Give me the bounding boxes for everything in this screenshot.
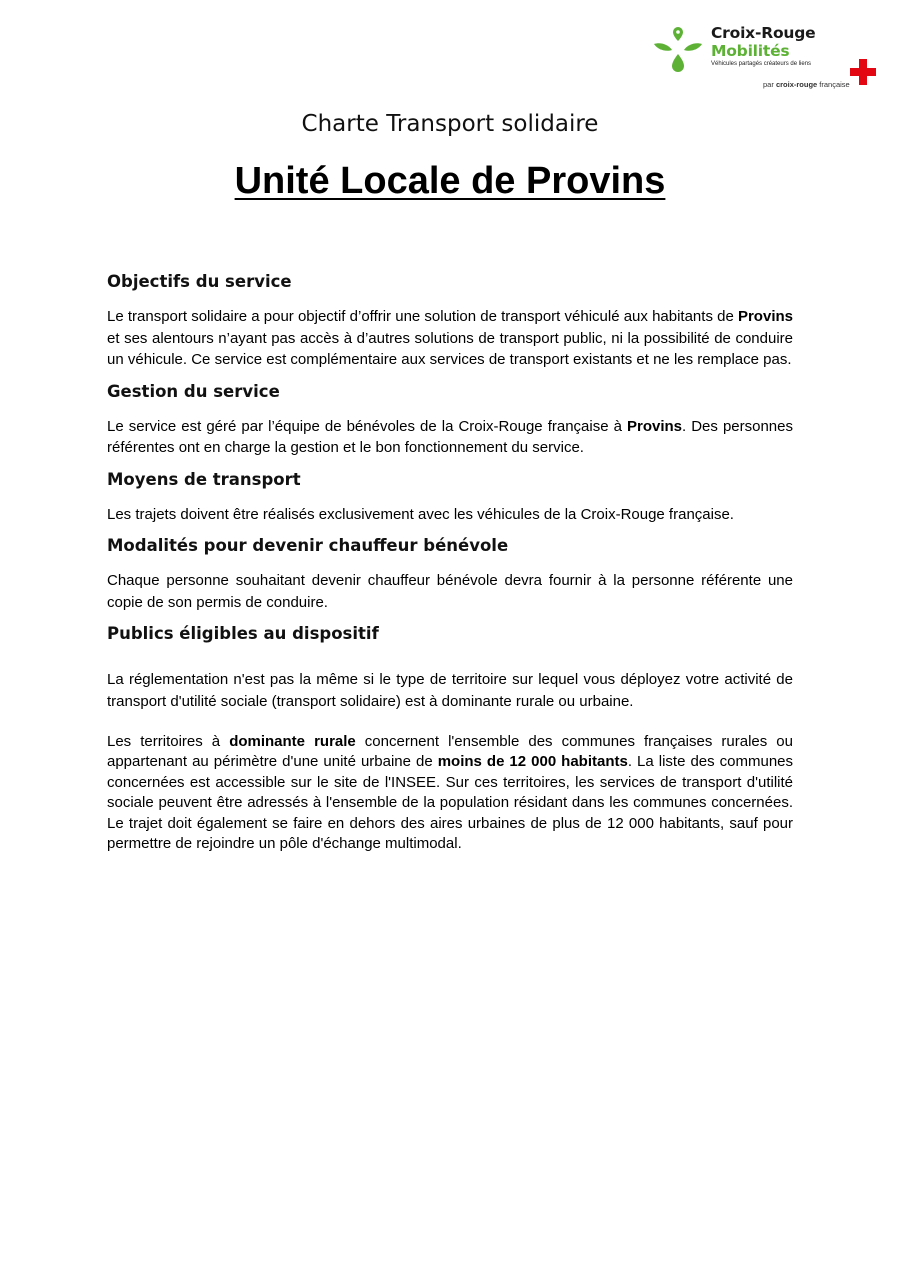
drops-logo-icon <box>652 24 704 74</box>
section-publics-text-2: Les territoires à dominante rurale concernent l'ensemble des communes françaises rurales ou appartenant au périmètre d'une unité urbaine de moins de 12 000 habitants. La liste des communes concernées est accessible sur le site de l'INSEE. Sur ces territoires, les services de transport d'utilité sociale peuvent être adressés à l'ensemble de la population résidant dans les communes concernées. Le trajet doit également se faire en dehors des aires urbaines de plus de 12 000 habitants, sauf pour permettre de rejoindre un pôle d'échange multimodal. <box>107 733 794 853</box>
croix-rouge-mobilites-logo <box>652 22 882 94</box>
charter-content <box>107 272 793 854</box>
par-prefix: par <box>763 80 776 89</box>
par-suffix: française <box>817 80 850 89</box>
section-moyens-heading: Moyens de transport <box>107 469 301 489</box>
section-gestion-heading: Gestion du service <box>107 381 280 401</box>
section-publics-text-1: La réglementation n'est pas la même si le type de territoire sur lequel vous déployez votre activité de transport d'utilité sociale (transport solidaire) est à dominante rurale ou urbaine. <box>107 671 793 710</box>
section-gestion-text: Le service est géré par l’équipe de bénévoles de la Croix-Rouge française à Provins. Des personnes référentes ont en charge la gestion et le bon fonctionnement du service. <box>107 417 793 456</box>
brand-line2: Mobilités <box>711 42 790 60</box>
par-brand: croix-rouge <box>775 80 818 89</box>
section-moyens-text: Les trajets doivent être réalisés exclusivement avec les véhicules de la Croix-Rouge française. <box>107 505 734 523</box>
section-objectifs-text: Le transport solidaire a pour objectif d’offrir une solution de transport véhiculé aux habitants de Provins et ses alentours n’ayant pas accès à d’autres solutions de transport public, ni la possibilité de conduire un véhicule. Ce service est complémentaire aux services de transport existants et ne les remplace pas. <box>107 308 793 368</box>
section-objectifs-heading: Objectifs du service <box>107 272 292 291</box>
red-cross-icon <box>850 59 876 85</box>
section-modalites-text: Chaque personne souhaitant devenir chauffeur bénévole devra fournir à la personne référente une copie de son permis de conduire. <box>107 572 793 611</box>
brand-tagline: Véhicules partagés créateurs de liens <box>711 61 812 67</box>
par-croix-rouge <box>763 80 850 89</box>
section-modalites-heading: Modalités pour devenir chauffeur bénévole <box>107 536 509 555</box>
brand-text <box>711 24 815 69</box>
brand-line1: Croix-Rouge <box>711 24 816 42</box>
document-title: Charte Transport solidaire <box>301 111 599 137</box>
unit-title: Unité Locale de Provins <box>234 160 666 202</box>
section-publics-heading: Publics éligibles au dispositif <box>107 624 379 643</box>
